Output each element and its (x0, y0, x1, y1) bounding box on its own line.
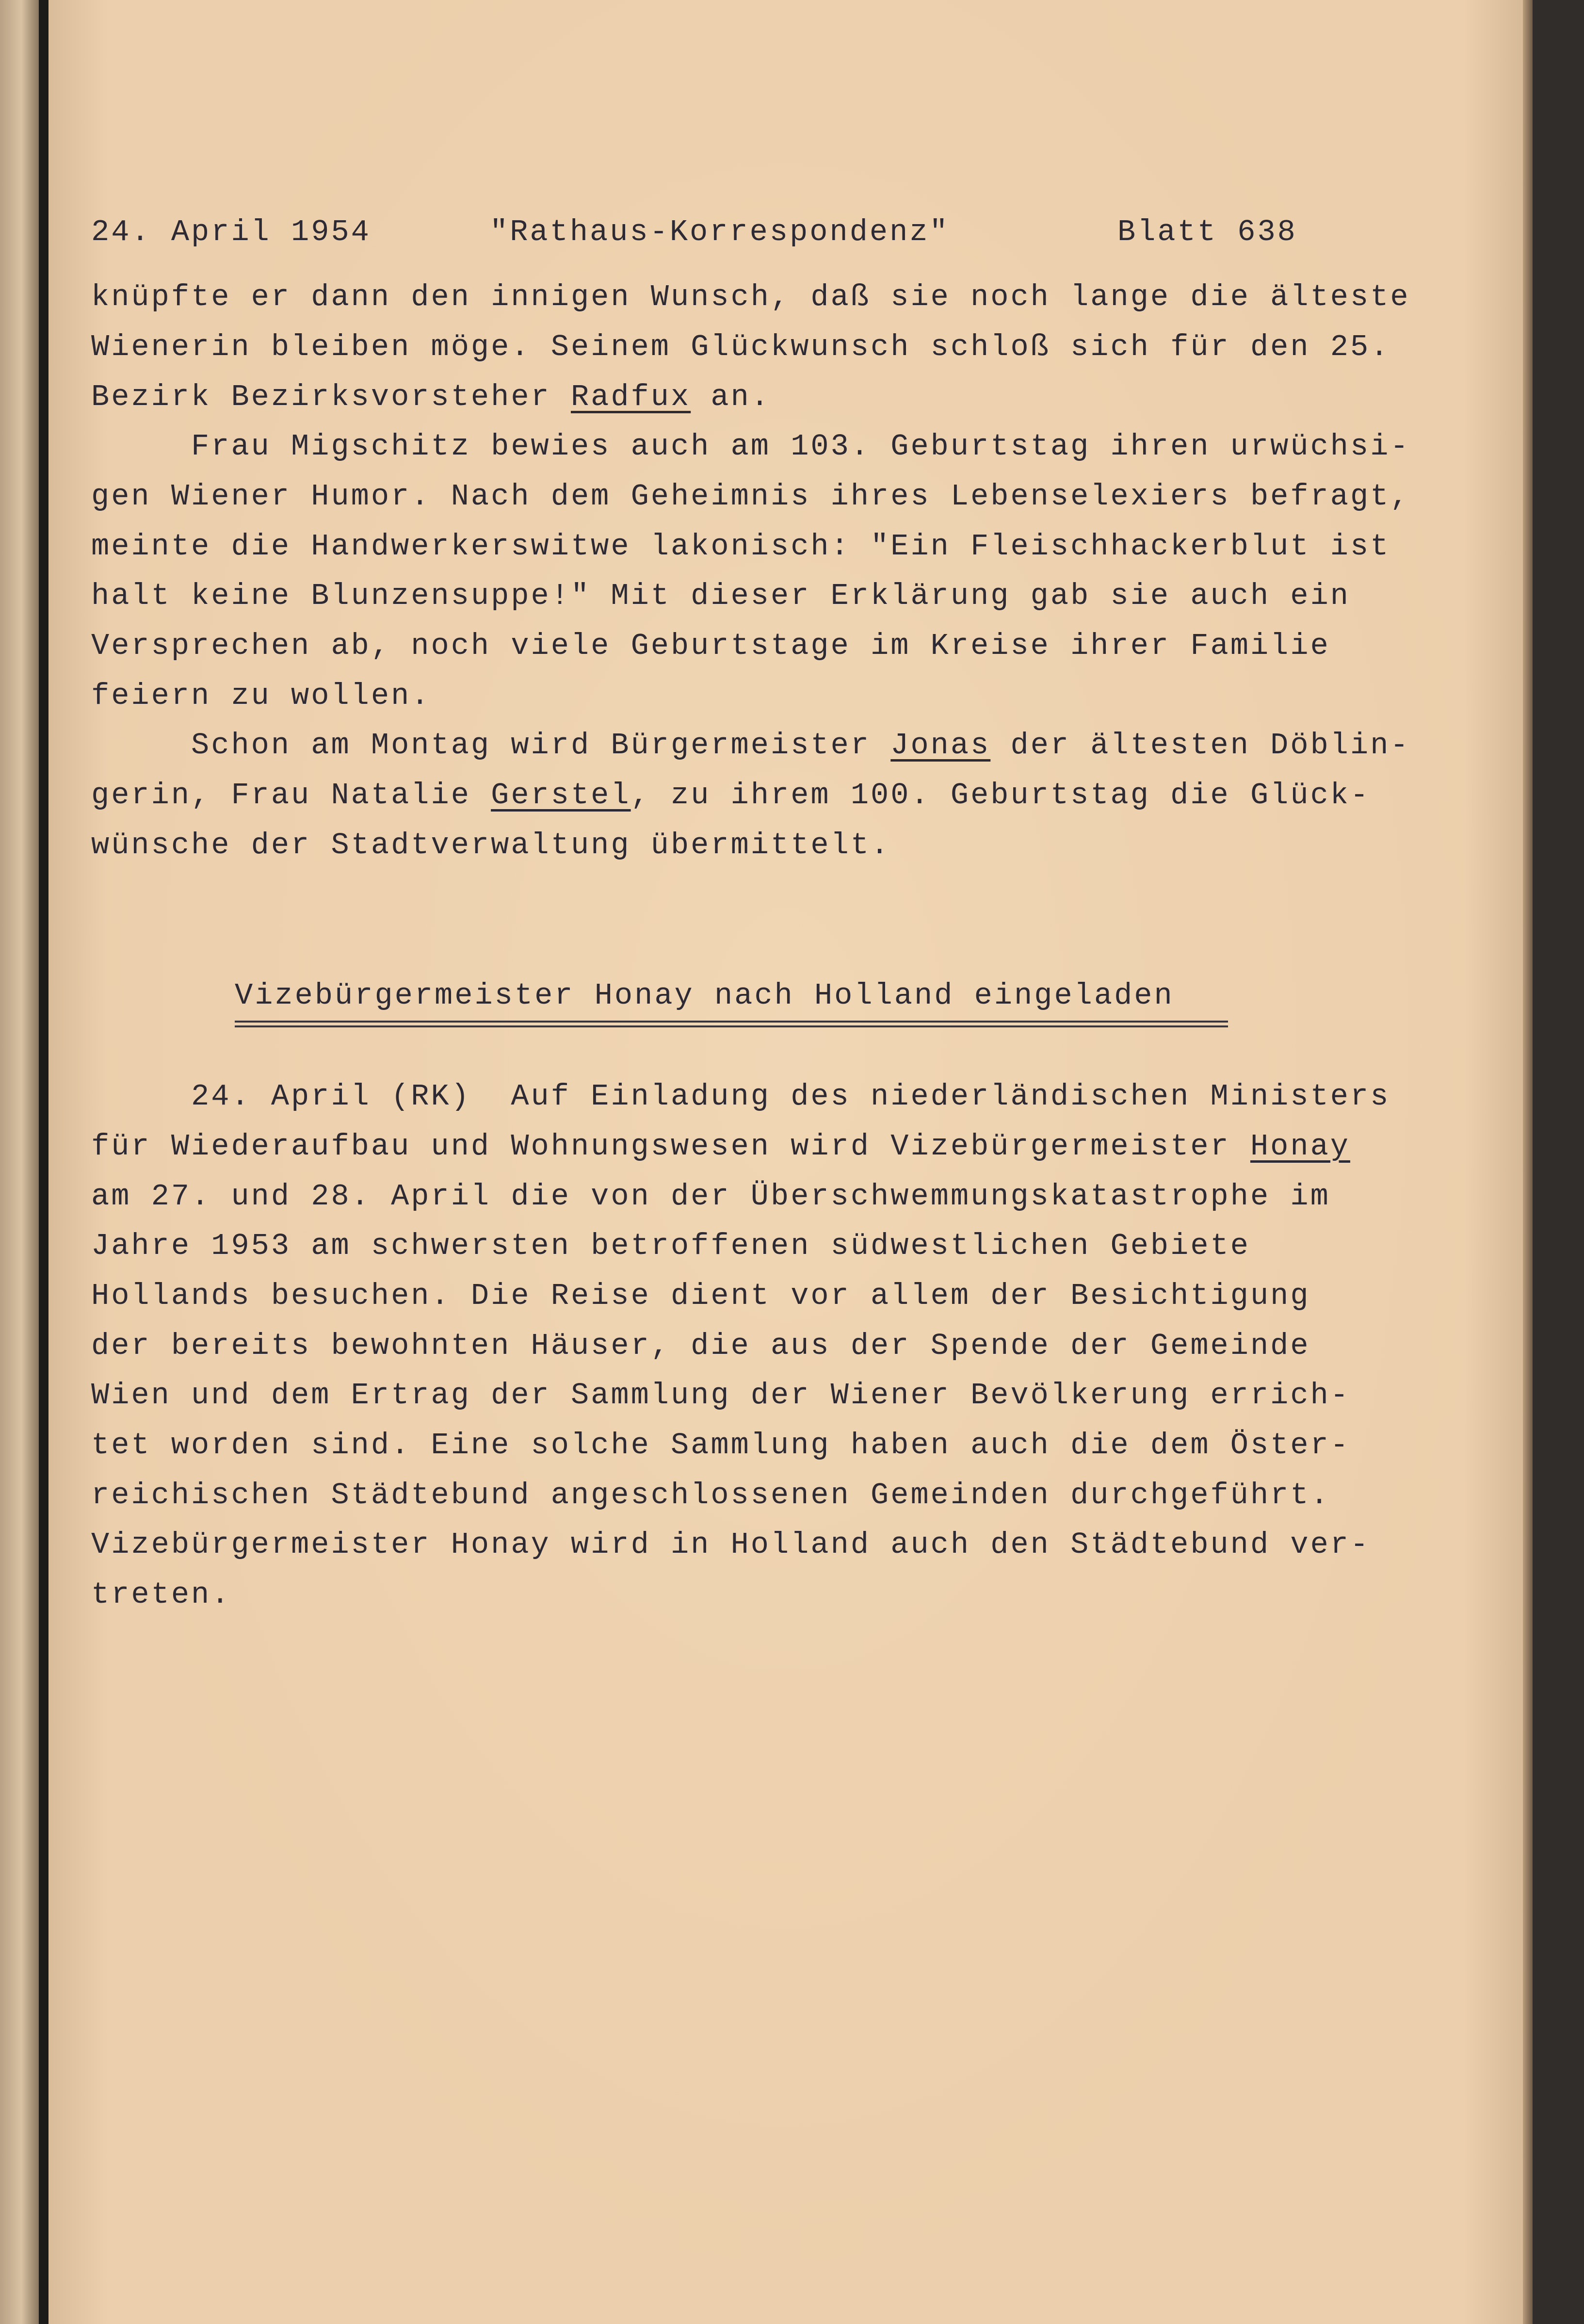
typewritten-text (48, 0, 1523, 2324)
paragraph-line: gen Wiener Humor. Nach dem Geheimnis ihres Lebenselexiers befragt, (91, 479, 1410, 514)
paragraph-line: halt keine Blunzensuppe!" Mit dieser Erklärung gab sie auch ein (91, 579, 1350, 613)
paragraph-line: Wien und dem Ertrag der Sammlung der Wiener Bevölkerung errich- (91, 1378, 1350, 1413)
paragraph-line: gerin, Frau Natalie Gerstel, zu ihrem 100. Geburtstag die Glück- (91, 778, 1371, 813)
header-date: 24. April 1954 (91, 215, 371, 249)
paragraph-line: Wienerin bleiben möge. Seinem Glückwunsch schloß sich für den 25. (91, 330, 1390, 364)
left-page-edge (0, 0, 39, 2324)
paragraph-line: Bezirk Bezirksvorsteher Radfux an. (91, 380, 771, 414)
book-gutter (39, 0, 48, 2324)
paragraph-line: Jahre 1953 am schwersten betroffenen südwestlichen Gebiete (91, 1229, 1250, 1263)
underlined-name: Honay (1250, 1129, 1350, 1164)
underlined-name: Gerstel (491, 778, 631, 813)
right-page-edge (1523, 0, 1533, 2324)
paragraph-line: tet worden sind. Eine solche Sammlung haben auch die dem Öster- (91, 1428, 1350, 1463)
paragraph-line: am 27. und 28. April die von der Überschwemmungskatastrophe im (91, 1179, 1330, 1214)
underlined-name: Jonas (890, 728, 991, 763)
paragraph-line: der bereits bewohnten Häuser, die aus der Spende der Gemeinde (91, 1329, 1310, 1363)
paragraph-line: Frau Migschitz bewies auch am 103. Geburtstag ihren urwüchsi- (91, 429, 1410, 464)
paragraph-line: meinte die Handwerkerswitwe lakonisch: "Ein Fleischhackerblut ist (91, 529, 1390, 564)
paragraph-line: Hollands besuchen. Die Reise dient vor allem der Besichtigung (91, 1279, 1310, 1313)
paragraph-line: Vizebürgermeister Honay wird in Holland auch den Städtebund ver- (91, 1528, 1371, 1562)
heading-double-rule (235, 1021, 1228, 1027)
header-sheet-number: Blatt 638 (1117, 215, 1297, 249)
paragraph-line: Schon am Montag wird Bürgermeister Jonas der ältesten Döblin- (91, 728, 1410, 763)
paragraph-line: reichischen Städtebund angeschlossenen Gemeinden durchgeführt. (91, 1478, 1330, 1512)
section-heading: Vizebürgermeister Honay nach Holland eingeladen (235, 978, 1174, 1013)
paragraph-line: Versprechen ab, noch viele Geburtstage im Kreise ihrer Familie (91, 629, 1330, 663)
paragraph-line: 24. April (RK) Auf Einladung des niederländischen Ministers (91, 1079, 1390, 1114)
paragraph-line: treten. (91, 1577, 231, 1612)
paragraph-line: für Wiederaufbau und Wohnungswesen wird Vizebürgermeister Honay (91, 1129, 1350, 1164)
paragraph-line: knüpfte er dann den innigen Wunsch, daß sie noch lange die älteste (91, 280, 1410, 314)
underlined-name: Radfux (570, 380, 691, 414)
document-page (48, 0, 1523, 2324)
header-publication: "Rathaus-Korrespondenz" (490, 215, 950, 249)
paragraph-line: feiern zu wollen. (91, 679, 431, 713)
paragraph-line: wünsche der Stadtverwaltung übermittelt. (91, 828, 891, 862)
